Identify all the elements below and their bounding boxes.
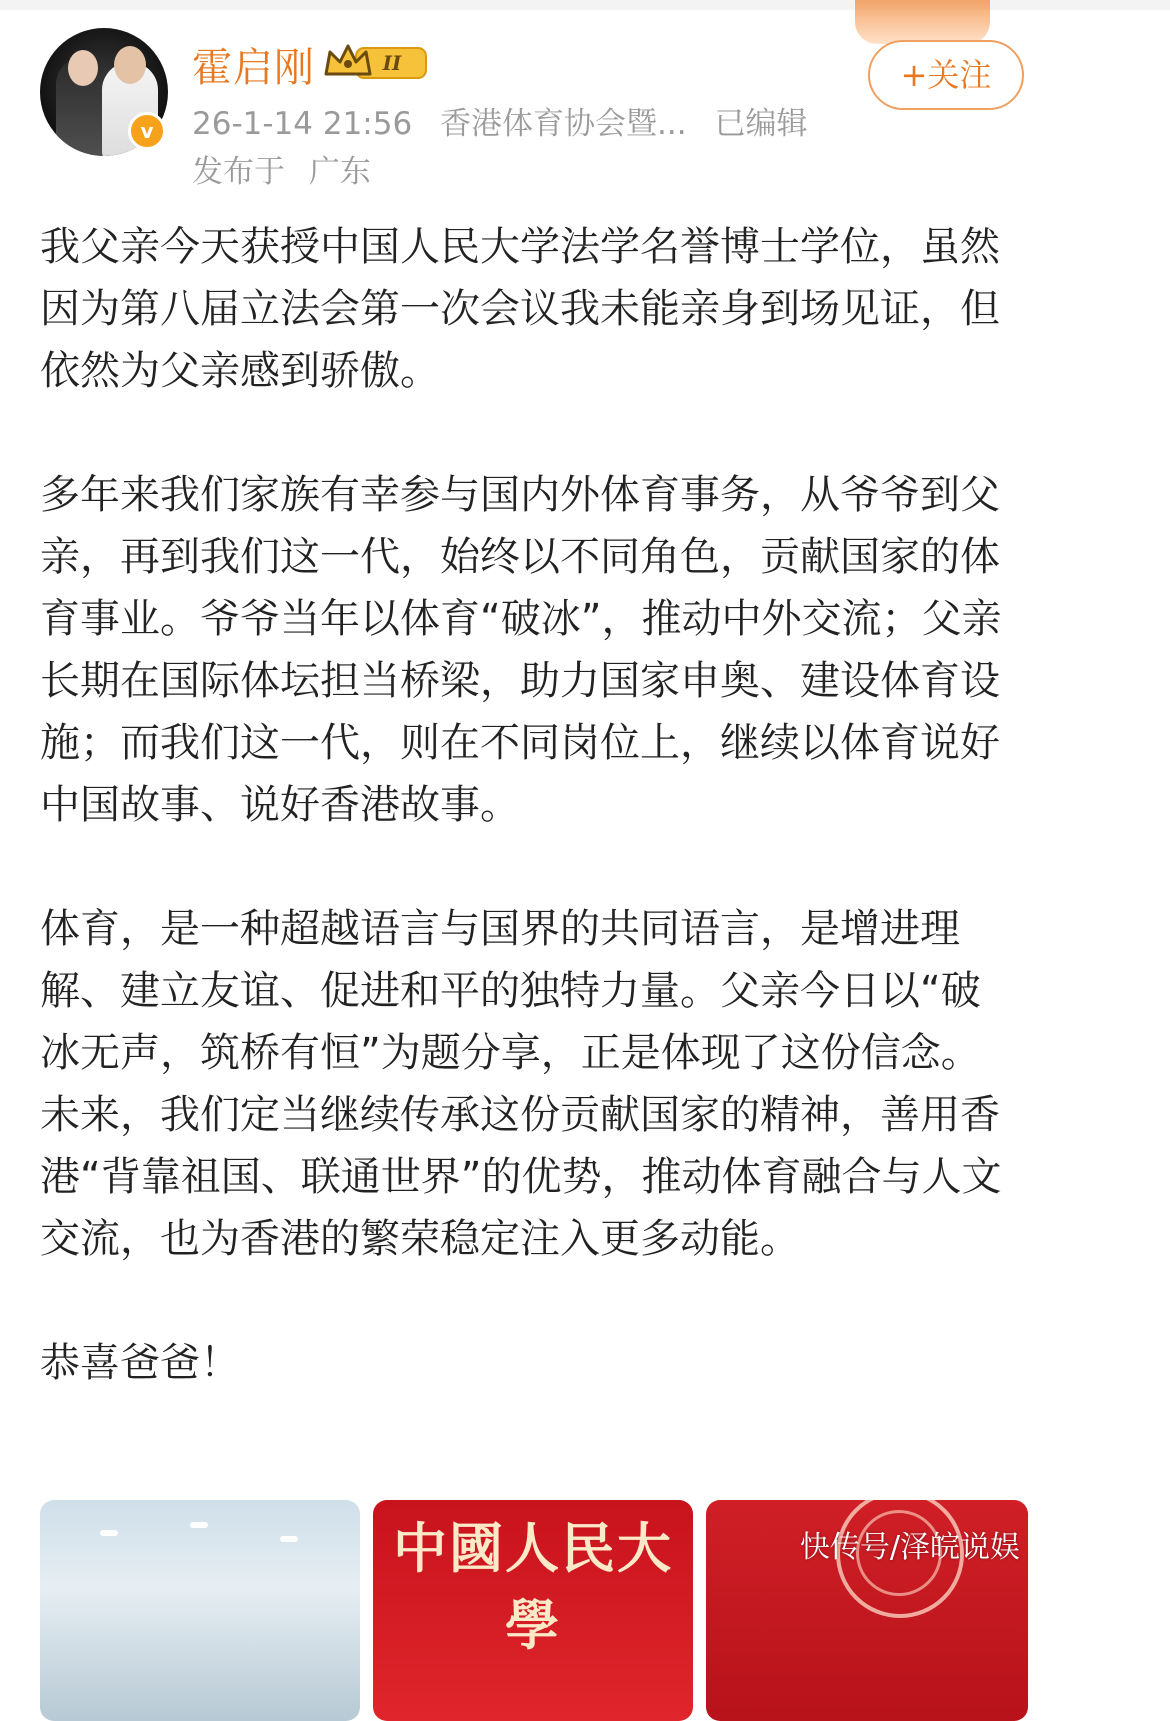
avatar-face-left: [68, 50, 98, 86]
crown-badge-icon: [322, 40, 430, 84]
promo-banner[interactable]: [855, 0, 990, 44]
image-gallery: [40, 1500, 1030, 1721]
image-thumbnail-1[interactable]: [40, 1500, 360, 1721]
post-paragraph: 多年来我们家族有幸参与国内外体育事务，从爷爷到父亲，再到我们这一代，始终以不同角色，贡献国家的体育事业。爷爷当年以体育“破冰”，推动中外交流；父亲长期在国际体坛担当桥梁，助力国家申奥、建设体育设施；而我们这一代，则在不同岗位上，继续以体育说好中国故事、说好香港故事。: [40, 472, 1002, 828]
post-source[interactable]: 香港体育协会暨...: [440, 106, 687, 142]
watermark-text: 快传号/泽皖说娱: [799, 1530, 1020, 1565]
post-body: [40, 216, 1005, 1394]
ceiling-light: [100, 1530, 118, 1536]
top-divider: [0, 0, 1170, 10]
username[interactable]: 霍启刚: [192, 45, 315, 91]
post-paragraph: 体育，是一种超越语言与国界的共同语言，是增进理解、建立友谊、促进和平的独特力量。父亲今日以“破冰无声，筑桥有恒”为题分享，正是体现了这份信念。未来，我们定当继续传承这份贡献国家的精神，善用香港“背靠祖国、联通世界”的优势，推动体育融合与人文交流，也为香港的繁荣稳定注入更多动能。: [40, 906, 1002, 1262]
ceiling-light: [280, 1536, 298, 1542]
image-thumbnail-2[interactable]: [373, 1500, 693, 1721]
ceiling-light: [190, 1522, 208, 1528]
post-paragraph: 我父亲今天获授中国人民大学法学名誉博士学位，虽然因为第八届立法会第一次会议我未能亲身到场见证，但依然为父亲感到骄傲。: [40, 224, 1000, 394]
badge-level: II: [382, 51, 402, 75]
post-timestamp: 26-1-14 21:56: [192, 106, 413, 142]
post-location: [192, 146, 371, 191]
verified-badge-icon: v: [128, 112, 166, 150]
follow-button[interactable]: +关注: [868, 40, 1024, 110]
avatar-face-right: [114, 46, 146, 84]
location-text: 广东: [308, 154, 371, 190]
image-thumbnail-3[interactable]: [706, 1500, 1028, 1721]
post-meta: [192, 98, 825, 143]
university-name-calligraphy: 中國人民大學: [393, 1516, 673, 1657]
post-paragraph: 恭喜爸爸！: [40, 1340, 240, 1386]
edited-label: 已编辑: [714, 106, 808, 142]
published-prefix: 发布于: [192, 154, 285, 190]
